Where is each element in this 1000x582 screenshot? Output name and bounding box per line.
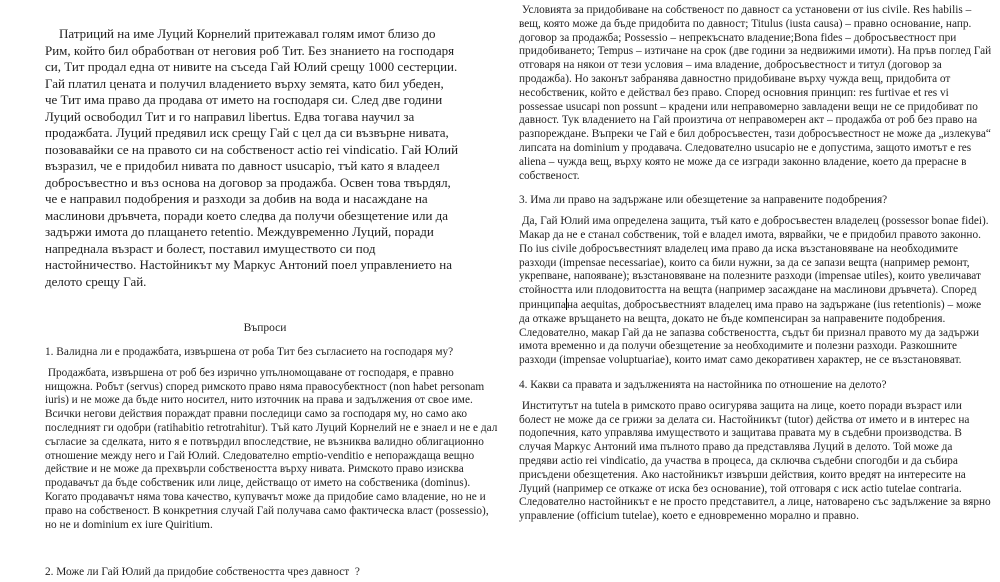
question-2: 2. Може ли Гай Юлий да придобие собствеността чрез давност ? [45, 566, 360, 579]
questions-heading: Въпроси [243, 322, 287, 334]
answer-1: Продажбата, извършена от роб без изрично упълномощаване от господаря, е правно нищожна. Робът (servus) според римското право няма правосубектност (non habet personam iuris) и не може да бъде нито носител, нито източник на права и задължения от свое име. Всички негови действия пораждат правни последици само за господаря му, но само ако последният ги одобри (ratihabitio retrotrahitur). Тъй като Луций Корнелий не е знаел и не е дал съгласие за сделката, нито я е потвърдил впоследствие, не възниква валидно облигационно отношение между него и Гай Юлий. Следователно emptio-venditio е непораждаща вещно действие и не може да прехвърли собствеността върху нивата. Римското право изисква продавачът да бъде собственик или лице, действащо от името на собственика (dominus). Когато продавачът няма това качество, купувачът може да придобие само владение, но не и право на собственост. В конкретния случай Гай получава само фактическа власт (possessio), но не и dominium ex iure Quiritium. [45, 366, 501, 531]
question-4: 4. Какви са правата и задълженията на настойника по отношение на делото? [519, 378, 887, 391]
question-3: 3. Има ли право на задържане или обезщетение за направените подобрения? [519, 194, 888, 207]
document-page-right[interactable] [519, 4, 993, 524]
answer-2: Условията за придобиване на собственост по давност са установени от ius civile. Res habilis – вещ, която може да бъде придобита по давност; Titulus (iusta causa) – правно основание, напр. договор за продажба; Possessio – непрекъснато владение;Bona fides – добросъвестност при придобиването; Tempus – изтичане на срок (две години за недвижими имоти). На пръв поглед Гай отговаря на някои от тези условия – има владение, добросъвестност и титул (договор за продажба). Но законът забранява давностно придобиване върху чужда вещ, придобита от несобственик, който е действал без право. Според основния принцип: res furtivae et res vi possessae usucapi non possunt – крадени или неправомерно завладени вещи не се придобиват по давност. Тук владението на Гай произтича от неправомерен акт – продажба от роб без право на разпореждане. Въпреки че Гай е бил добросъвестен, тази добросъвестност не може да „излекува“ липсата на dominium у продавача. Следователно usucapio не е допустима, защото имотът е res aliena – чужда вещ, върху която не може да се изгради законно владение, което да прерасне в собственост. [519, 4, 995, 182]
answer-3-text-before-cursor: Да, Гай Юлий има определена защита, тъй като е добросъвестен владелец (possessor bonae fidei). Макар да не е станал собственик, той е владел имота, вярвайки, че е придобил правото законно. По ius civile добросъвестният владелец има право да иска възстановяване на необходимите разходи (impensae necessariae), които са били нужни, за да се запази вещта (например ремонт, укрепване, напояване); възстановяване на полезните разходи (impensae utiles), които увеличават стойността или плодовитостта на вещта (например засаждане на маслинови дръвчета). Според принципа [519, 215, 992, 311]
answer-3-text-after-cursor: на aequitas, добросъвестният владелец има право на задържане (ius retentionis) – може да откаже връщането на вещта, докато не бъде компенсиран за направените подобрения. Следователно, макар Гай да не запазва собствеността, съдът би признал правото му да задържи имота временно и да получи обезщетение за необходимите и полезни разходи. Разкошните разходи (impensae voluptuariae), които имат само декоративен характер, не се възстановяват. [519, 298, 984, 367]
question-1: 1. Валидна ли е продажбата, извършена от роба Тит без съгласието на господаря му? [45, 346, 454, 358]
answer-4: Институтът на tutela в римското право осигурява защита на лице, което поради възраст или болест не може да се грижи за делата си. Настойникът (tutor) действа от името и в интерес на подопечния, като управлява имуществото и защитава правата му в съдебни производства. В случая Маркус Антоний има пълното право да представлява Луций в делото. Той може да предяви actio rei vindicatio, да участва в процеса, да сключва съдебни спогодби и да събира присъдени обезщетения. Ако настойникът извърши действия, които вредят на интересите на Луций (например се откаже от иска без основание), той отговаря с иск actio tutelae contraria. Следователно настойникът е не просто представител, а лице, натоварено със задължение за вярно управление (officium tutelae), което е едновременно морално и правно. [519, 399, 994, 523]
answer-3 [519, 215, 993, 368]
document-page-left[interactable] [45, 26, 501, 580]
case-intro-paragraph: Патриций на име Луций Корнелий притежавал голям имот близо до Рим, който бил обработван от неговия роб Тит. Без знанието на господаря си, Тит продал една от нивите на съседа Гай Юлий срещу 1000 сестерции. Гай платил цената и получил владението върху земята, като бил убеден, че Тит има право да продава от името на господаря си. След две години Луций освободил Тит и го направил libertus. Едва тогава научил за продажбата. Луций предявил иск срещу Гай с цел да си възвърне нивата, позовавайки се на правото си на собственост actio rei vindicatio. Гай Юлий възразил, че е придобил нивата по давност usucapio, тъй като я владеел добросъвестно и въз основа на договор за продажба. Освен това твърдял, че е направил подобрения и разходи за добив на вода и насаждане на маслинови дръвчета, поради което следва да получи обезщетение или да задържи имота до плащането retentio. Междувременно Луций, поради напреднала възраст и болест, поставил имуществото си под настойничество. Настойникът му Маркус Антоний поел управлението на делото срещу Гай. [45, 26, 462, 289]
